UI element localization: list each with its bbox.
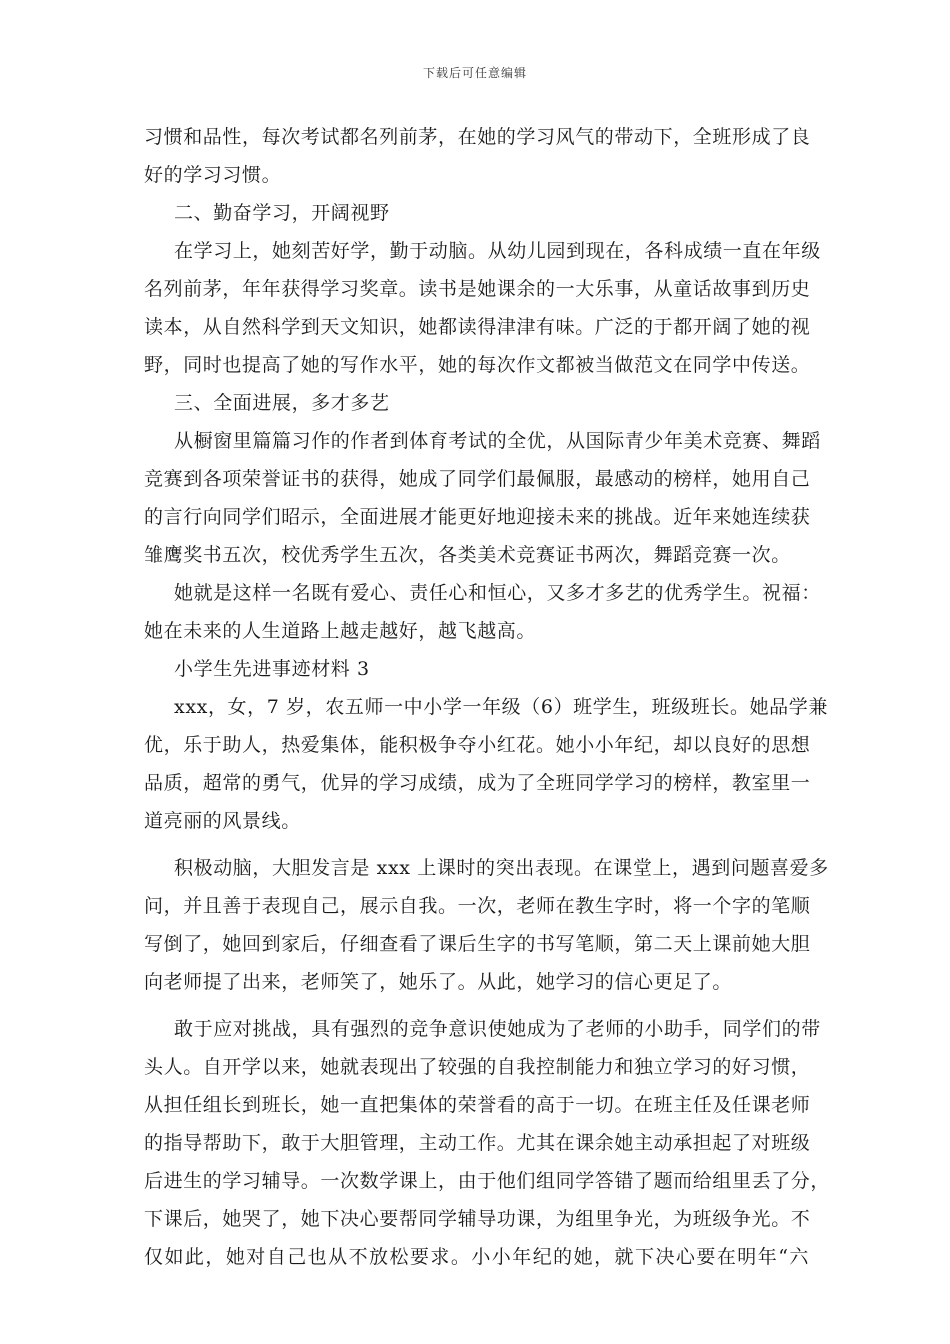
text-line: 小学生先进事迹材料 3	[174, 658, 370, 680]
text-line: 名列前茅，年年获得学习奖章。读书是她课余的一大乐事，从童话故事到历史	[144, 278, 811, 300]
text-line: 积极动脑，大胆发言是 xxx 上课时的突出表现。在课堂上，遇到问题喜爱多	[174, 857, 829, 879]
paragraph-gap	[144, 840, 809, 849]
page-header: 下载后可任意编辑	[422, 66, 527, 80]
text-line: 习惯和品性，每次考试都名列前茅，在她的学习风气的带动下，全班形成了良	[144, 126, 811, 148]
text-line: 野，同时也提高了她的写作水平，她的每次作文都被当做范文在同学中传送。	[144, 354, 811, 376]
text-line: 她在未来的人生道路上越走越好，越飞越高。	[144, 620, 537, 642]
text-line: 品质，超常的勇气，优异的学习成绩，成为了全班同学学习的榜样，教室里一	[144, 772, 811, 794]
document-body	[144, 118, 831, 1276]
text-line: 的言行向同学们昭示，全面进展才能更好地迎接未来的挑战。近年来她连续获	[144, 506, 811, 528]
paragraph-gap	[144, 1001, 809, 1010]
text-line: 在学习上，她刻苦好学，勤于动脑。从幼儿园到现在，各科成绩一直在年级	[174, 240, 821, 262]
text-line: 仅如此，她对自己也从不放松要求。小小年纪的她，就下决心要在明年“六	[144, 1246, 809, 1268]
text-line: 雏鹰奖书五次，校优秀学生五次，各类美术竞赛证书两次，舞蹈竞赛一次。	[144, 544, 791, 566]
text-line: 好的学习习惯。	[144, 164, 282, 186]
text-line: 优，乐于助人，热爱集体，能积极争夺小红花。她小小年纪，却以良好的思想	[144, 734, 811, 756]
text-line: 从担任组长到班长，她一直把集体的荣誉看的高于一切。在班主任及任课老师	[144, 1094, 811, 1116]
text-line: 问，并且善于表现自己，展示自我。一次，老师在教生字时，将一个字的笔顺	[144, 895, 811, 917]
text-line: 头人。自开学以来，她就表现出了较强的自我控制能力和独立学习的好习惯，	[144, 1056, 811, 1078]
text-line: xxx，女，7 岁，农五师一中小学一年级（6）班学生，班级班长。她品学兼	[174, 696, 828, 718]
text-line: 三、全面进展，多才多艺	[174, 392, 390, 414]
text-line: 读本，从自然科学到天文知识，她都读得津津有味。广泛的于都开阔了她的视	[144, 316, 811, 338]
text-line: 她就是这样一名既有爱心、责任心和恒心，又多才多艺的优秀学生。祝福：	[174, 582, 821, 604]
text-line: 写倒了，她回到家后，仔细查看了课后生字的书写笔顺，第二天上课前她大胆	[144, 933, 811, 955]
text-line: 竞赛到各项荣誉证书的获得，她成了同学们最佩服，最感动的榜样，她用自己	[144, 468, 811, 490]
text-line: 向老师提了出来，老师笑了，她乐了。从此，她学习的信心更足了。	[144, 971, 733, 993]
text-line: 的指导帮助下，敢于大胆管理，主动工作。尤其在课余她主动承担起了对班级	[144, 1132, 811, 1154]
text-line: 二、勤奋学习，开阔视野	[174, 202, 390, 224]
text-line: 敢于应对挑战，具有强烈的竞争意识使她成为了老师的小助手，同学们的带	[174, 1018, 821, 1040]
text-line: 后进生的学习辅导。一次数学课上，由于他们组同学答错了题而给组里丢了分，	[144, 1170, 831, 1192]
text-line: 道亮丽的风景线。	[144, 810, 301, 832]
text-line: 下课后，她哭了，她下决心要帮同学辅导功课，为组里争光，为班级争光。不	[144, 1208, 811, 1230]
text-line: 从橱窗里篇篇习作的作者到体育考试的全优，从国际青少年美术竞赛、舞蹈	[174, 430, 821, 452]
